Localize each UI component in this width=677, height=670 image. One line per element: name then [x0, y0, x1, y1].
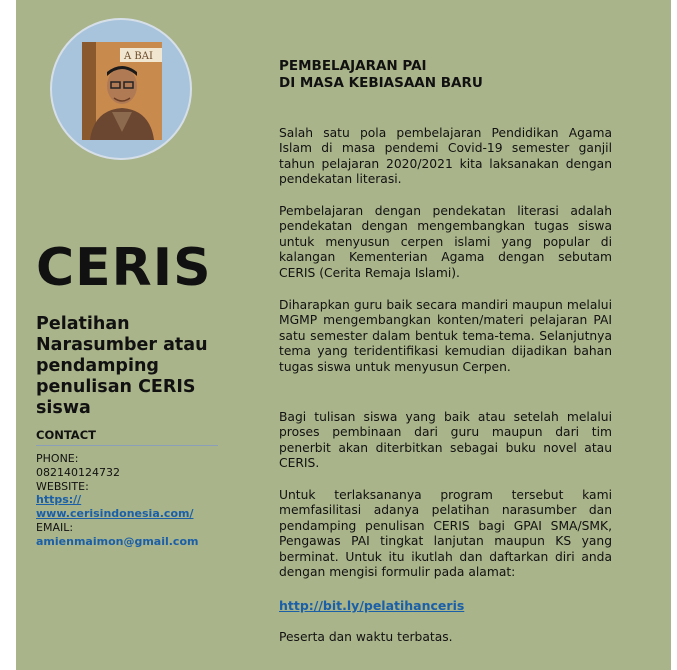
closing-note: Peserta dan waktu terbatas. — [279, 630, 453, 644]
paragraph-teachers: Diharapkan guru baik secara mandiri maupun melalui MGMP mengembangkan konten/materi pelajaran PAI satu semester dalam bentuk tema-tema. Selanjutnya tema yang teridentifikasi kemudian dijadikan bahan tugas siswa untuk menyusun Cerpen. — [279, 298, 612, 374]
website-link-line-1[interactable]: https:// — [36, 493, 82, 507]
email-address[interactable]: amienmaimon@gmail.com — [36, 534, 199, 548]
website-link-line-2[interactable]: www.cerisindonesia.com/ — [36, 507, 194, 521]
phone-label: PHONE: — [36, 452, 79, 465]
photo-banner-text: A BAI — [124, 51, 153, 62]
phone-number: 082140124732 — [36, 465, 120, 479]
paragraph-publishing: Bagi tulisan siswa yang baik atau setelah melalui proses pembinaan dari guru maupun dari tim penerbit akan diterbitkan sebagai buku novel atau CERIS. — [279, 410, 612, 471]
paragraph-intro: Salah satu pola pembelajaran Pendidikan Agama Islam di masa pendemi Covid-19 semester ganjil tahun pelajaran 2020/2021 kita laksanakan dengan pendekatan literasi. — [279, 126, 612, 187]
heading-line-1: PEMBELAJARAN PAI — [279, 58, 427, 74]
email-label: EMAIL: — [36, 520, 74, 534]
flyer-page — [16, 0, 671, 670]
paragraph-training: Untuk terlaksananya program tersebut kami memfasilitasi adanya pelatihan narasumber dan pendamping penulisan CERIS bagi GPAI SMA/SMK, Pengawas PAI tingkat lanjutan maupun KS yang berminat. Untuk itu ikutlah dan daftarkan diri anda dengan mengisi formulir pada alamat: — [279, 488, 612, 580]
contact-block — [36, 452, 236, 549]
website-label: WEBSITE: — [36, 479, 89, 493]
brand-title: CERIS — [36, 238, 212, 298]
heading-line-2: DI MASA KEBIASAAN BARU — [279, 75, 483, 91]
contact-heading: CONTACT — [36, 428, 218, 446]
profile-avatar — [50, 18, 192, 160]
paragraph-literacy: Pembelajaran dengan pendekatan literasi adalah pendekatan dengan mengembangkan tugas siswa untuk menyusun cerpen islami yang popular di kalangan Kementerian Agama dengan sebutam CERIS (Cerita Remaja Islami). — [279, 204, 612, 280]
brand-tagline: Pelatihan Narasumber atau pendamping penulisan CERIS siswa — [36, 314, 208, 418]
registration-link[interactable]: http://bit.ly/pelatihanceris — [279, 598, 465, 613]
profile-photo — [82, 42, 162, 140]
article-heading — [279, 58, 483, 92]
